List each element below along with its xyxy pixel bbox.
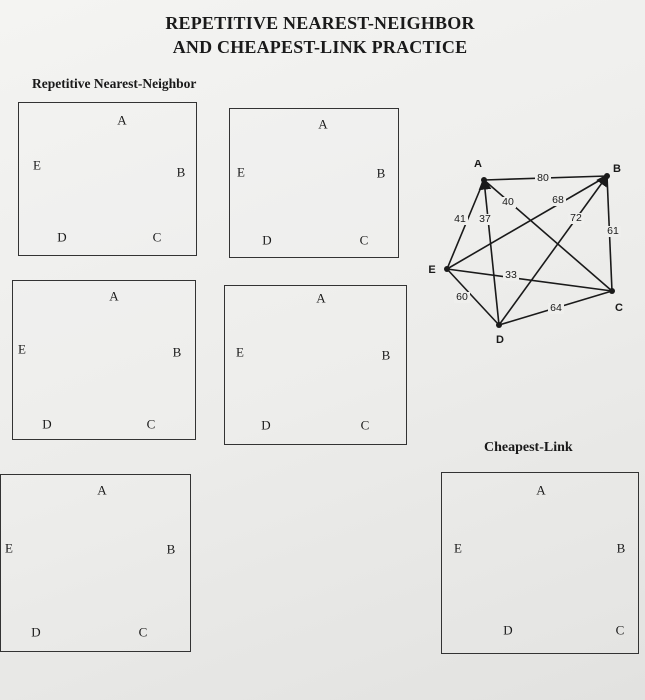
vertex-label-e: E xyxy=(454,540,462,556)
graph-edge-a-d xyxy=(484,180,499,325)
vertex-label-b: B xyxy=(172,344,182,360)
vertex-label-e: E xyxy=(5,540,13,556)
vertex-label-c: C xyxy=(615,622,625,638)
practice-box-4 xyxy=(224,285,407,445)
graph-vertex-label-c: C xyxy=(615,302,623,314)
practice-box-3 xyxy=(12,280,196,440)
graph-edge-weight-a-d: 41 xyxy=(454,213,466,225)
graph-edge-c-e xyxy=(447,269,612,291)
graph-edge-weight-c-d: 64 xyxy=(550,302,562,314)
graph-edge-weight-b-e: 68 xyxy=(552,194,564,206)
vertex-label-a: A xyxy=(316,290,326,306)
page-title-line-2: AND CHEAPEST-LINK PRACTICE xyxy=(172,37,468,57)
vertex-label-c: C xyxy=(138,624,148,640)
vertex-label-d: D xyxy=(261,417,271,433)
vertex-label-e: E xyxy=(236,344,244,360)
vertex-label-c: C xyxy=(152,229,162,245)
graph-edge-weight-d-e: 60 xyxy=(456,291,468,303)
graph-edge-weight-a-c: 40 xyxy=(502,196,514,208)
section-heading-repetitive-nearest-neighbor: Repetitive Nearest-Neighbor xyxy=(32,76,197,91)
vertex-label-e: E xyxy=(237,164,245,180)
vertex-label-c: C xyxy=(146,416,156,432)
graph-vertex-a xyxy=(481,177,487,183)
practice-box-cheapest-link xyxy=(441,472,639,654)
vertex-label-b: B xyxy=(616,540,626,556)
vertex-label-e: E xyxy=(33,157,41,173)
vertex-label-d: D xyxy=(31,624,41,640)
vertex-label-a: A xyxy=(97,482,107,498)
graph-vertex-label-a: A xyxy=(474,160,482,170)
vertex-label-a: A xyxy=(109,288,119,304)
vertex-label-b: B xyxy=(376,165,386,181)
vertex-label-c: C xyxy=(360,417,370,433)
graph-edge-weight-a-b: 80 xyxy=(537,172,549,184)
vertex-label-c: C xyxy=(359,232,369,248)
graph-edge-weight-a-e: 37 xyxy=(479,213,491,225)
vertex-label-d: D xyxy=(57,229,67,245)
page-title-line-1: REPETITIVE NEAREST-NEIGHBOR xyxy=(165,13,475,33)
section-heading-cheapest-link: Cheapest-Link xyxy=(484,440,573,455)
vertex-label-d: D xyxy=(262,232,272,248)
vertex-label-e: E xyxy=(18,341,26,357)
vertex-label-b: B xyxy=(166,541,176,557)
vertex-label-d: D xyxy=(503,622,513,638)
weighted-graph xyxy=(420,160,630,355)
graph-vertex-e xyxy=(444,266,450,272)
graph-vertex-b xyxy=(604,173,610,179)
graph-vertex-d xyxy=(496,322,502,328)
graph-vertex-label-d: D xyxy=(496,334,504,346)
graph-vertex-label-e: E xyxy=(428,264,436,276)
vertex-label-b: B xyxy=(176,164,186,180)
vertex-label-a: A xyxy=(117,112,127,128)
practice-box-2 xyxy=(229,108,399,258)
graph-edge-weight-b-c: 61 xyxy=(607,225,619,237)
vertex-label-a: A xyxy=(536,482,546,498)
graph-vertex-c xyxy=(609,288,615,294)
practice-box-5 xyxy=(0,474,191,652)
vertex-label-d: D xyxy=(42,416,52,432)
graph-edge-weight-b-d: 72 xyxy=(570,212,582,224)
graph-vertex-label-b: B xyxy=(613,163,621,175)
graph-edge-weight-c-e: 33 xyxy=(505,269,517,281)
practice-box-1 xyxy=(18,102,197,256)
vertex-label-a: A xyxy=(318,116,328,132)
vertex-label-b: B xyxy=(381,347,391,363)
